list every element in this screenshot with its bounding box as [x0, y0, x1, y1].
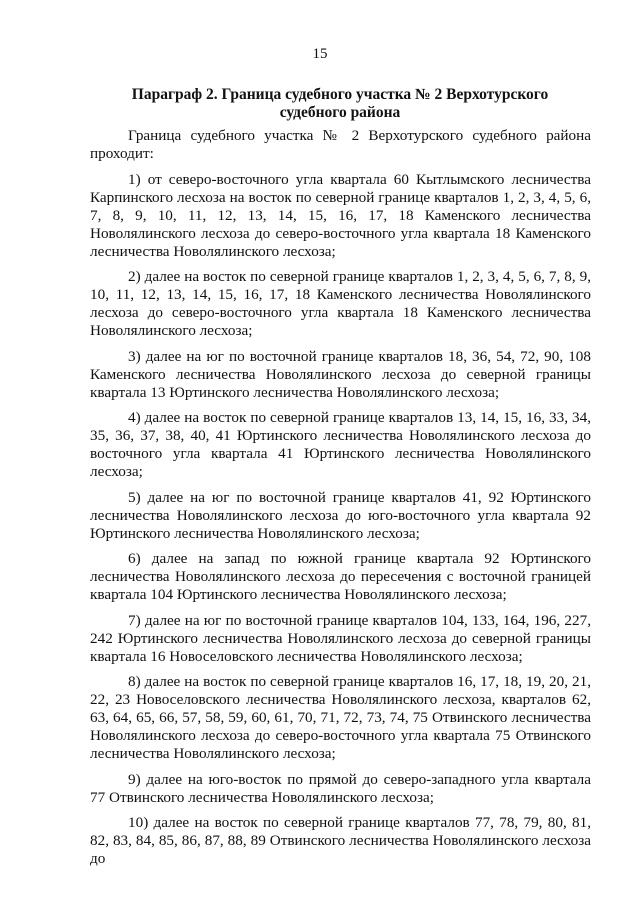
paragraph-item-4: 4) далее на восток по северной границе кварталов 13, 14, 15, 16, 33, 34, 35, 36, 37, 38, 40, 41 Юртинского лесничества Новолялинского лесхоза до восточного угла квартала 41 Юртинского лесничества Новолялинского лесхоза;: [90, 409, 591, 480]
page-number: 15: [312, 46, 328, 62]
paragraph-item-9: 9) далее на юго-восток по прямой до северо-западного угла квартала 77 Отвинского лесничества Новолялинского лесхоза;: [90, 770, 591, 806]
document-body: [90, 127, 591, 876]
section-heading-line-1: Параграф 2. Граница судебного участка № 2 Верхотурского: [131, 86, 549, 103]
paragraph-item-7: 7) далее на юг по восточной границе кварталов 104, 133, 164, 196, 227, 242 Юртинского лесничества Новолялинского лесхоза до северной границы квартала 16 Новоселовского лесничества Новолялинского лесхоза;: [90, 611, 591, 665]
section-heading: [90, 86, 590, 122]
section-heading-line-2: судебного района: [279, 104, 401, 121]
paragraph-item-3: 3) далее на юг по восточной границе кварталов 18, 36, 54, 72, 90, 108 Каменского лесничества Новолялинского лесхоза до северной границы квартала 13 Юртинского лесничества Новолялинского лесхоза;: [90, 347, 591, 401]
paragraph-item-5: 5) далее на юг по восточной границе кварталов 41, 92 Юртинского лесничества Новолялинского лесхоза до юго-восточного угла квартала 92 Юртинского лесничества Новолялинского лесхоза;: [90, 488, 591, 542]
paragraph-item-6: 6) далее на запад по южной границе квартала 92 Юртинского лесничества Новолялинского лесхоза до пересечения с восточной границей квартала 104 Юртинского лесничества Новолялинского лесхоза;: [90, 550, 591, 603]
paragraph-intro: Граница судебного участка № 2 Верхотурского судебного района проходит:: [90, 127, 591, 162]
paragraph-item-2: 2) далее на восток по северной границе кварталов 1, 2, 3, 4, 5, 6, 7, 8, 9, 10, 11, 12, 13, 14, 15, 16, 17, 18 Каменского лесничества Новолялинского лесхоза до северо-восточного угла квартала 18 Каменского лесничества Новолялинского лесхоза;: [90, 268, 591, 339]
paragraph-item-10: 10) далее на восток по северной границе кварталов 77, 78, 79, 80, 81, 82, 83, 84, 85, 86, 87, 88, 89 Отвинского лесничества Новолялинского лесхоза до: [90, 814, 591, 867]
paragraph-item-1: 1) от северо-восточного угла квартала 60 Кытлымского лесничества Карпинского лесхоза на восток по северной границе кварталов 1, 2, 3, 4, 5, 6, 7, 8, 9, 10, 11, 12, 13, 14, 15, 16, 17, 18 Каменского лесничества Новолялинского лесхоза до северо-восточного угла квартала 18 Каменского лесничества Новолялинского лесхоза;: [90, 170, 591, 260]
paragraph-item-8: 8) далее на восток по северной границе кварталов 16, 17, 18, 19, 20, 21, 22, 23 Новоселовского лесничества Новолялинского лесхоза, кварталов 62, 63, 64, 65, 66, 57, 58, 59, 60, 61, 70, 71, 72, 73, 74, 75 Отвинского лесничества Новолялинского лесхоза до северо-восточного угла квартала 75 Отвинского лесничества Новолялинского лесхоза;: [90, 673, 591, 762]
